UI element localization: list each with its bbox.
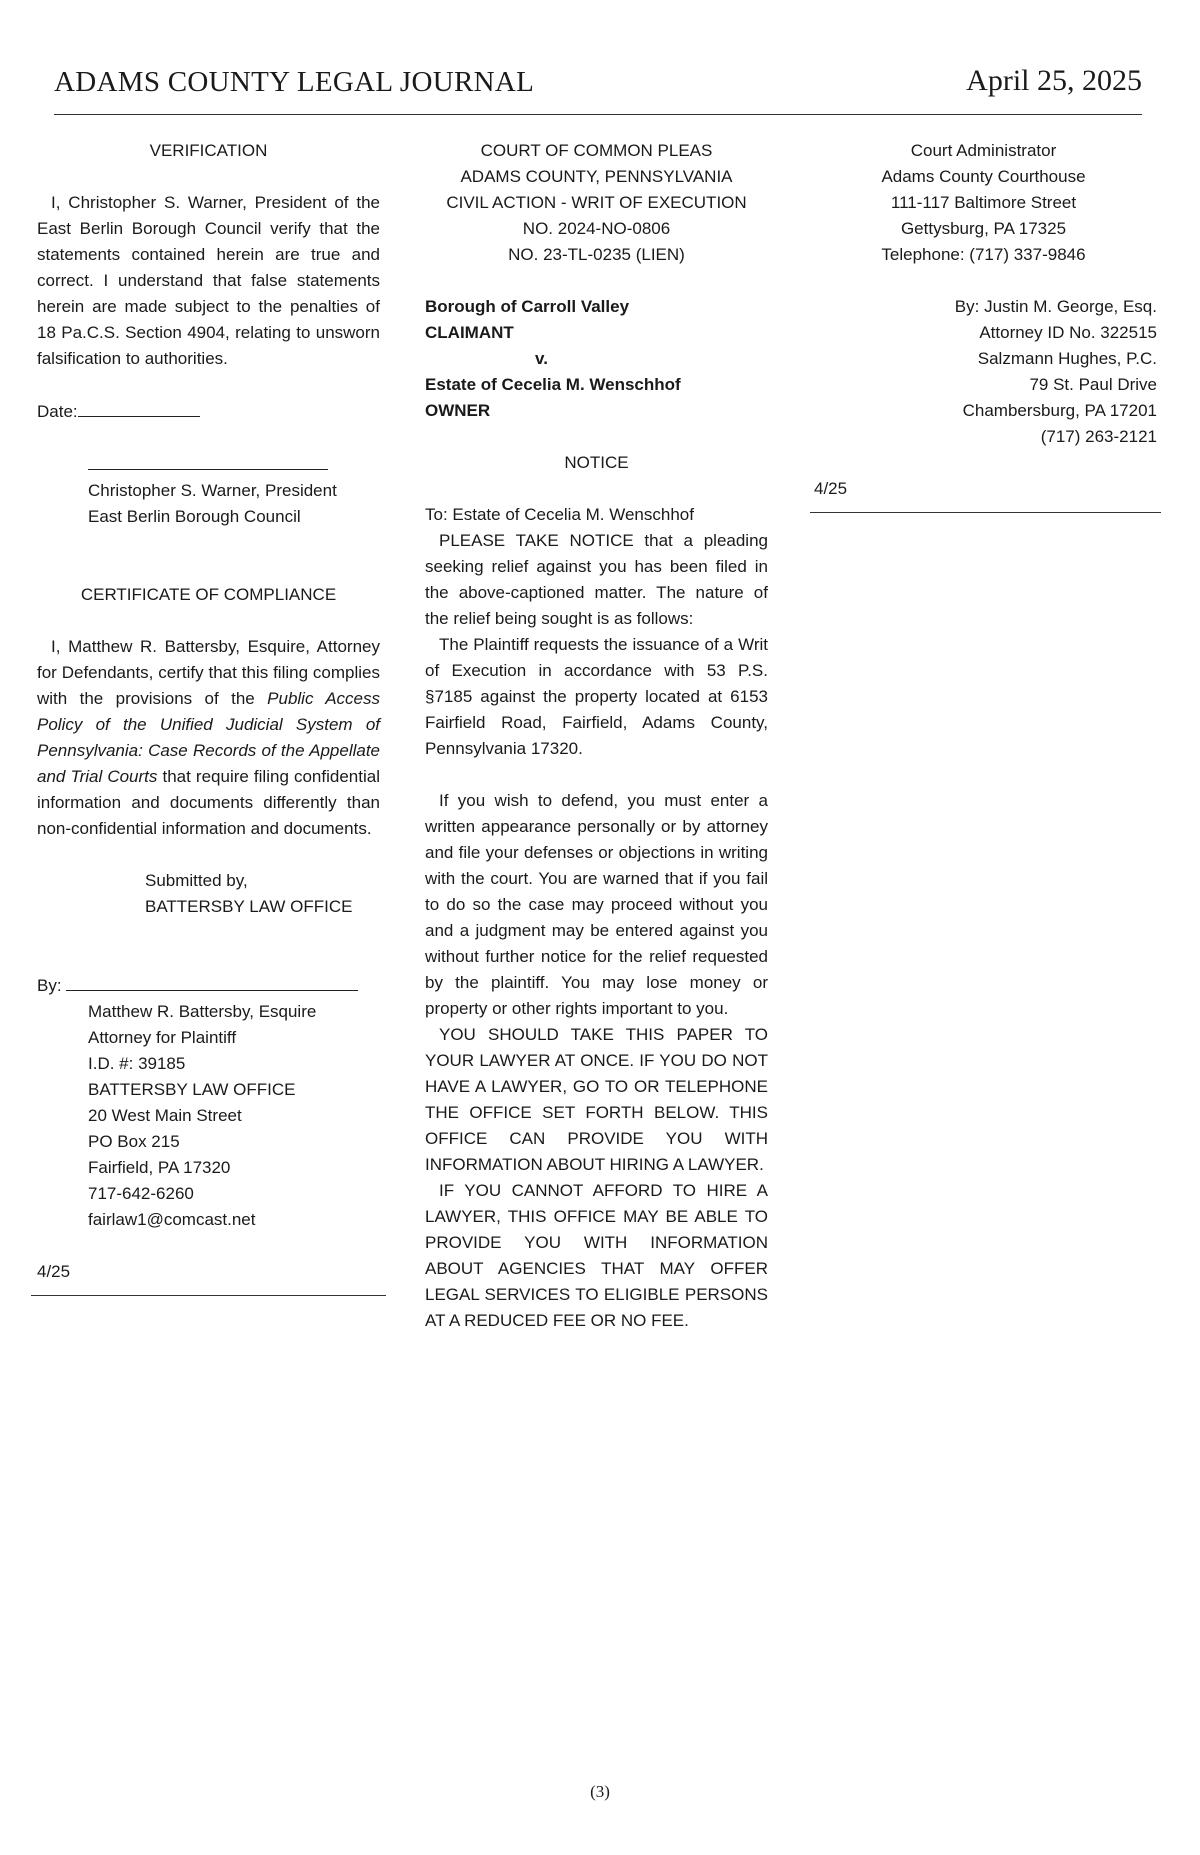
to-line: To: Estate of Cecelia M. Wenschhof [425,505,694,524]
attorney-line: By: Justin M. George, Esq. [954,297,1157,316]
signature-line [88,451,380,478]
by-line [37,972,380,999]
by-blank [66,972,358,991]
sig-line: BATTERSBY LAW OFFICE [88,1080,296,1099]
attorney-signature-block [88,999,380,1233]
signer-name: Christopher S. Warner, President [88,481,337,500]
firm-name: BATTERSBY LAW OFFICE [145,897,353,916]
claimant-role: CLAIMANT [425,323,514,342]
court-line: CIVIL ACTION - WRIT OF EXECUTION [446,193,747,212]
notice-paragraph: If you wish to defend, you must enter a written appearance personally or by attorney and file your defenses or objections in writing with the court. You are warned that if you fail to do so the case may proceed without you and a judgment may be entered against you without further notice for the relief requested by the plaintiff. You may lose money or property or other rights important to you. [425,791,768,1018]
notice-paragraph: The Plaintiff requests the issuance of a Writ of Execution in accordance with 53 P.S. §7185 against the property located at 6153 Fairfield Road, Fairfield, Adams County, Pennsylvania 17320. [425,635,768,758]
court-administrator-block [810,138,1157,268]
date-line [37,398,380,425]
column-left [37,138,380,1296]
sig-line: fairlaw1@comcast.net [88,1210,256,1229]
by-label: By: [37,976,62,995]
attorney-line: Attorney ID No. 322515 [979,323,1157,342]
section-divider [31,1295,386,1296]
notice-paragraph: YOU SHOULD TAKE THIS PAPER TO YOUR LAWYER AT ONCE. IF YOU DO NOT HAVE A LAWYER, GO TO OR TELEPHONE THE OFFICE SET FORTH BELOW. THIS OFFICE CAN PROVIDE YOU WITH INFORMATION ABOUT HIRING A LAWYER. [425,1025,768,1174]
admin-line: Telephone: (717) 337-9846 [881,245,1086,264]
court-caption [425,138,768,268]
court-line: NO. 2024-NO-0806 [522,219,671,238]
date-label: Date: [37,402,78,421]
claimant-name: Borough of Carroll Valley [425,297,630,316]
page-number: (3) [590,1782,610,1801]
publication-title: ADAMS COUNTY LEGAL JOURNAL [54,66,535,98]
dateline: 4/25 [37,1262,71,1281]
admin-line: Court Administrator [910,141,1057,160]
column-middle [425,138,768,1334]
sig-line: Matthew R. Battersby, Esquire [88,1002,317,1021]
notice-paragraph: IF YOU CANNOT AFFORD TO HIRE A LAWYER, THIS OFFICE MAY BE ABLE TO PROVIDE YOU WITH INFORMATION ABOUT AGENCIES THAT MAY OFFER LEGAL SERVICES TO ELIGIBLE PERSONS AT A REDUCED FEE OR NO FEE. [425,1181,768,1330]
dateline: 4/25 [814,479,848,498]
section-divider [810,512,1161,513]
certificate-heading: CERTIFICATE OF COMPLIANCE [80,585,337,604]
verification-heading: VERIFICATION [149,141,268,160]
notice-paragraph: PLEASE TAKE NOTICE that a pleading seeking relief against you has been filed in the above-captioned matter. The nature of the relief being sought is as follows: [425,531,768,628]
versus: v. [535,349,548,368]
court-line: COURT OF COMMON PLEAS [480,141,713,160]
issue-date: April 25, 2025 [966,64,1142,97]
court-line: NO. 23-TL-0235 (LIEN) [508,245,685,264]
sig-line: PO Box 215 [88,1132,180,1151]
admin-line: Adams County Courthouse [881,167,1086,186]
signer-org: East Berlin Borough Council [88,507,301,526]
sig-line: 717-642-6260 [88,1184,194,1203]
certificate-body: I, Matthew R. Battersby, Esquire, Attorney for Defendants, certify that this filing complies with the provisions of the Public Access Policy of the Unified Judicial System of Pennsylvania: Case Records of the Appellate and Trial Courts that require filing confidential information and documents differently than non-confidential information and documents. [37,637,381,838]
court-line: ADAMS COUNTY, PENNSYLVANIA [460,167,733,186]
sig-line: I.D. #: 39185 [88,1054,186,1073]
notice-heading: NOTICE [564,453,629,472]
verification-body: I, Christopher S. Warner, President of the East Berlin Borough Council verify that the statements contained herein are true and correct. I understand that false statements herein are made subject to the penalties of 18 Pa.C.S. Section 4904, relating to unsworn falsification to authorities. [37,193,380,368]
sig-line: Attorney for Plaintiff [88,1028,237,1047]
owner-role: OWNER [425,401,491,420]
sig-line: Fairfield, PA 17320 [88,1158,231,1177]
column-right [810,138,1157,513]
masthead [54,62,1142,115]
date-blank [78,398,200,417]
admin-line: Gettysburg, PA 17325 [900,219,1067,238]
policy-title: Public Access Policy of the Unified Judicial System of Pennsylvania: Case Records of the Appellate and Trial Courts [37,689,381,786]
attorney-block [810,294,1157,450]
attorney-line: 79 St. Paul Drive [1029,375,1157,394]
attorney-line: Salzmann Hughes, P.C. [977,349,1157,368]
attorney-line: Chambersburg, PA 17201 [962,401,1157,420]
owner-name: Estate of Cecelia M. Wenschhof [425,375,681,394]
submitted-by: Submitted by, [145,871,248,890]
sig-line: 20 West Main Street [88,1106,242,1125]
attorney-line: (717) 263-2121 [1040,427,1157,446]
admin-line: 111-117 Baltimore Street [890,193,1077,212]
